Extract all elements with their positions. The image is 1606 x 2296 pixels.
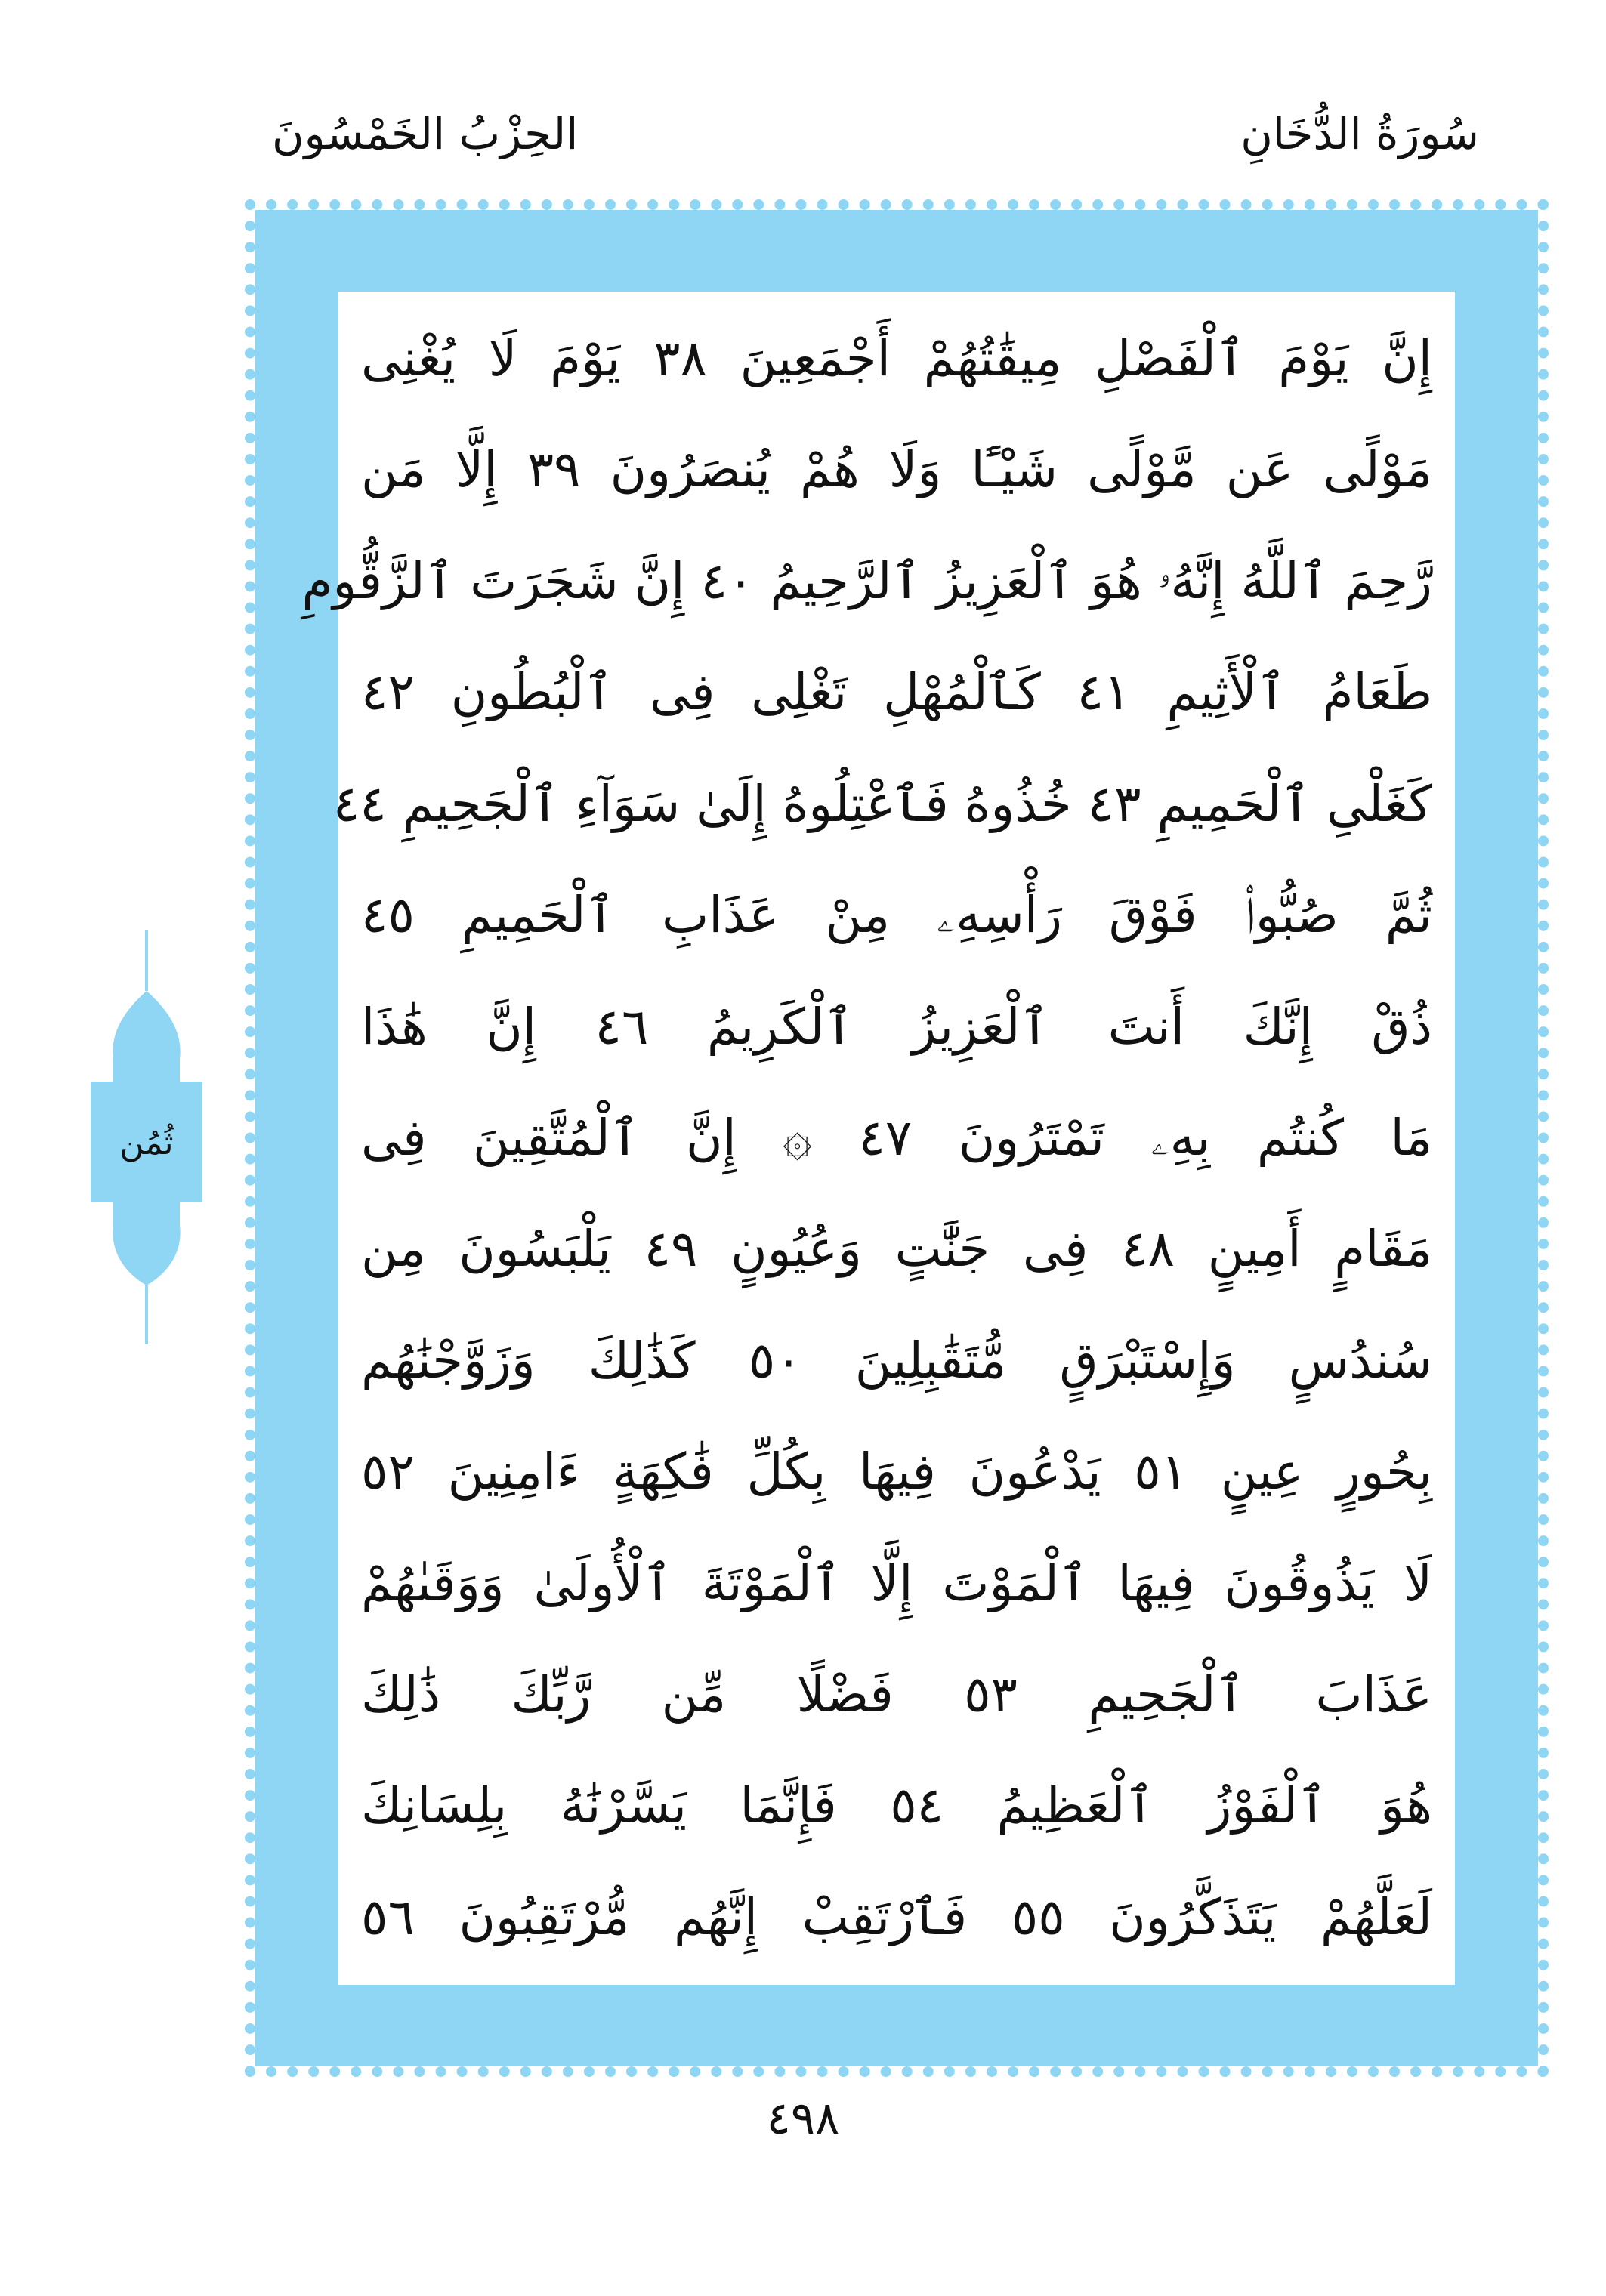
- text-line-4: طَعَامُ ٱلْأَثِيمِ ٤١ كَٱلْمُهْلِ تَغْلِى فِى ٱلْبُطُونِ ٤٢: [361, 663, 1432, 722]
- text-line-5: كَغَلْىِ ٱلْحَمِيمِ ٤٣ خُذُوهُ فَٱعْتِلُوهُ إِلَىٰ سَوَآءِ ٱلْجَحِيمِ ٤٤: [332, 774, 1432, 833]
- text-line-1: إِنَّ يَوْمَ ٱلْفَصْلِ مِيقَٰتُهُمْ أَجْمَعِينَ ٣٨ يَوْمَ لَا يُغْنِى: [361, 329, 1432, 387]
- text-line-11: بِحُورٍ عِينٍ ٥١ يَدْعُونَ فِيهَا بِكُلِّ فَٰكِهَةٍ ءَامِنِينَ ٥٢: [361, 1443, 1433, 1501]
- text-line-7: ذُقْ إِنَّكَ أَنتَ ٱلْعَزِيزُ ٱلْكَرِيمُ ٤٦ إِنَّ هَٰذَا: [361, 997, 1432, 1056]
- text-line-3: رَّحِمَ ٱللَّهُ إِنَّهُۥ هُوَ ٱلْعَزِيزُ ٱلرَّحِيمُ ٤٠ إِنَّ شَجَرَتَ ٱلزَّقُّومِ: [301, 551, 1432, 610]
- text-line-14: هُوَ ٱلْفَوْزُ ٱلْعَظِيمُ ٥٤ فَإِنَّمَا يَسَّرْنَٰهُ بِلِسَانِكَ: [361, 1776, 1432, 1835]
- thumun-label: ثُمُن: [119, 1124, 174, 1162]
- page-frame: [255, 210, 1538, 2066]
- page-number: ٤٩٨: [766, 2092, 840, 2145]
- text-line-2: مَوْلًى عَن مَّوْلًى شَيْـًٔا وَلَا هُمْ يُنصَرُونَ ٣٩ إِلَّا مَن: [361, 440, 1433, 499]
- text-line-13: عَذَابَ ٱلْجَحِيمِ ٥٣ فَضْلًا مِّن رَّبِّكَ ذَٰلِكَ: [361, 1665, 1432, 1724]
- thumun-marker: [91, 930, 202, 1344]
- text-line-12: لَا يَذُوقُونَ فِيهَا ٱلْمَوْتَ إِلَّا ٱلْمَوْتَةَ ٱلْأُولَىٰ وَوَقَىٰهُمْ: [361, 1554, 1432, 1612]
- text-line-15: لَعَلَّهُمْ يَتَذَكَّرُونَ ٥٥ فَٱرْتَقِبْ إِنَّهُم مُّرْتَقِبُونَ ٥٦: [361, 1887, 1432, 1946]
- verse-lines: [301, 314, 1433, 1962]
- text-line-8: مَا كُنتُم بِهِۦ تَمْتَرُونَ ٤٧ ۞ إِنَّ ٱلْمُتَّقِينَ فِى: [361, 1108, 1433, 1167]
- text-panel: [301, 292, 1455, 1985]
- surah-title: سُورَةُ الدُّخَانِ: [1240, 108, 1479, 159]
- text-line-6: ثُمَّ صُبُّوا۟ فَوْقَ رَأْسِهِۦ مِنْ عَذَابِ ٱلْحَمِيمِ ٤٥: [361, 886, 1432, 945]
- text-line-9: مَقَامٍ أَمِينٍ ٤٨ فِى جَنَّٰتٍ وَعُيُونٍ ٤٩ يَلْبَسُونَ مِن: [361, 1220, 1432, 1279]
- hizb-title: الحِزْبُ الخَمْسُونَ: [272, 108, 579, 159]
- text-line-10: سُندُسٍ وَإِسْتَبْرَقٍ مُّتَقَٰبِلِينَ ٥٠ كَذَٰلِكَ وَزَوَّجْنَٰهُم: [361, 1331, 1432, 1390]
